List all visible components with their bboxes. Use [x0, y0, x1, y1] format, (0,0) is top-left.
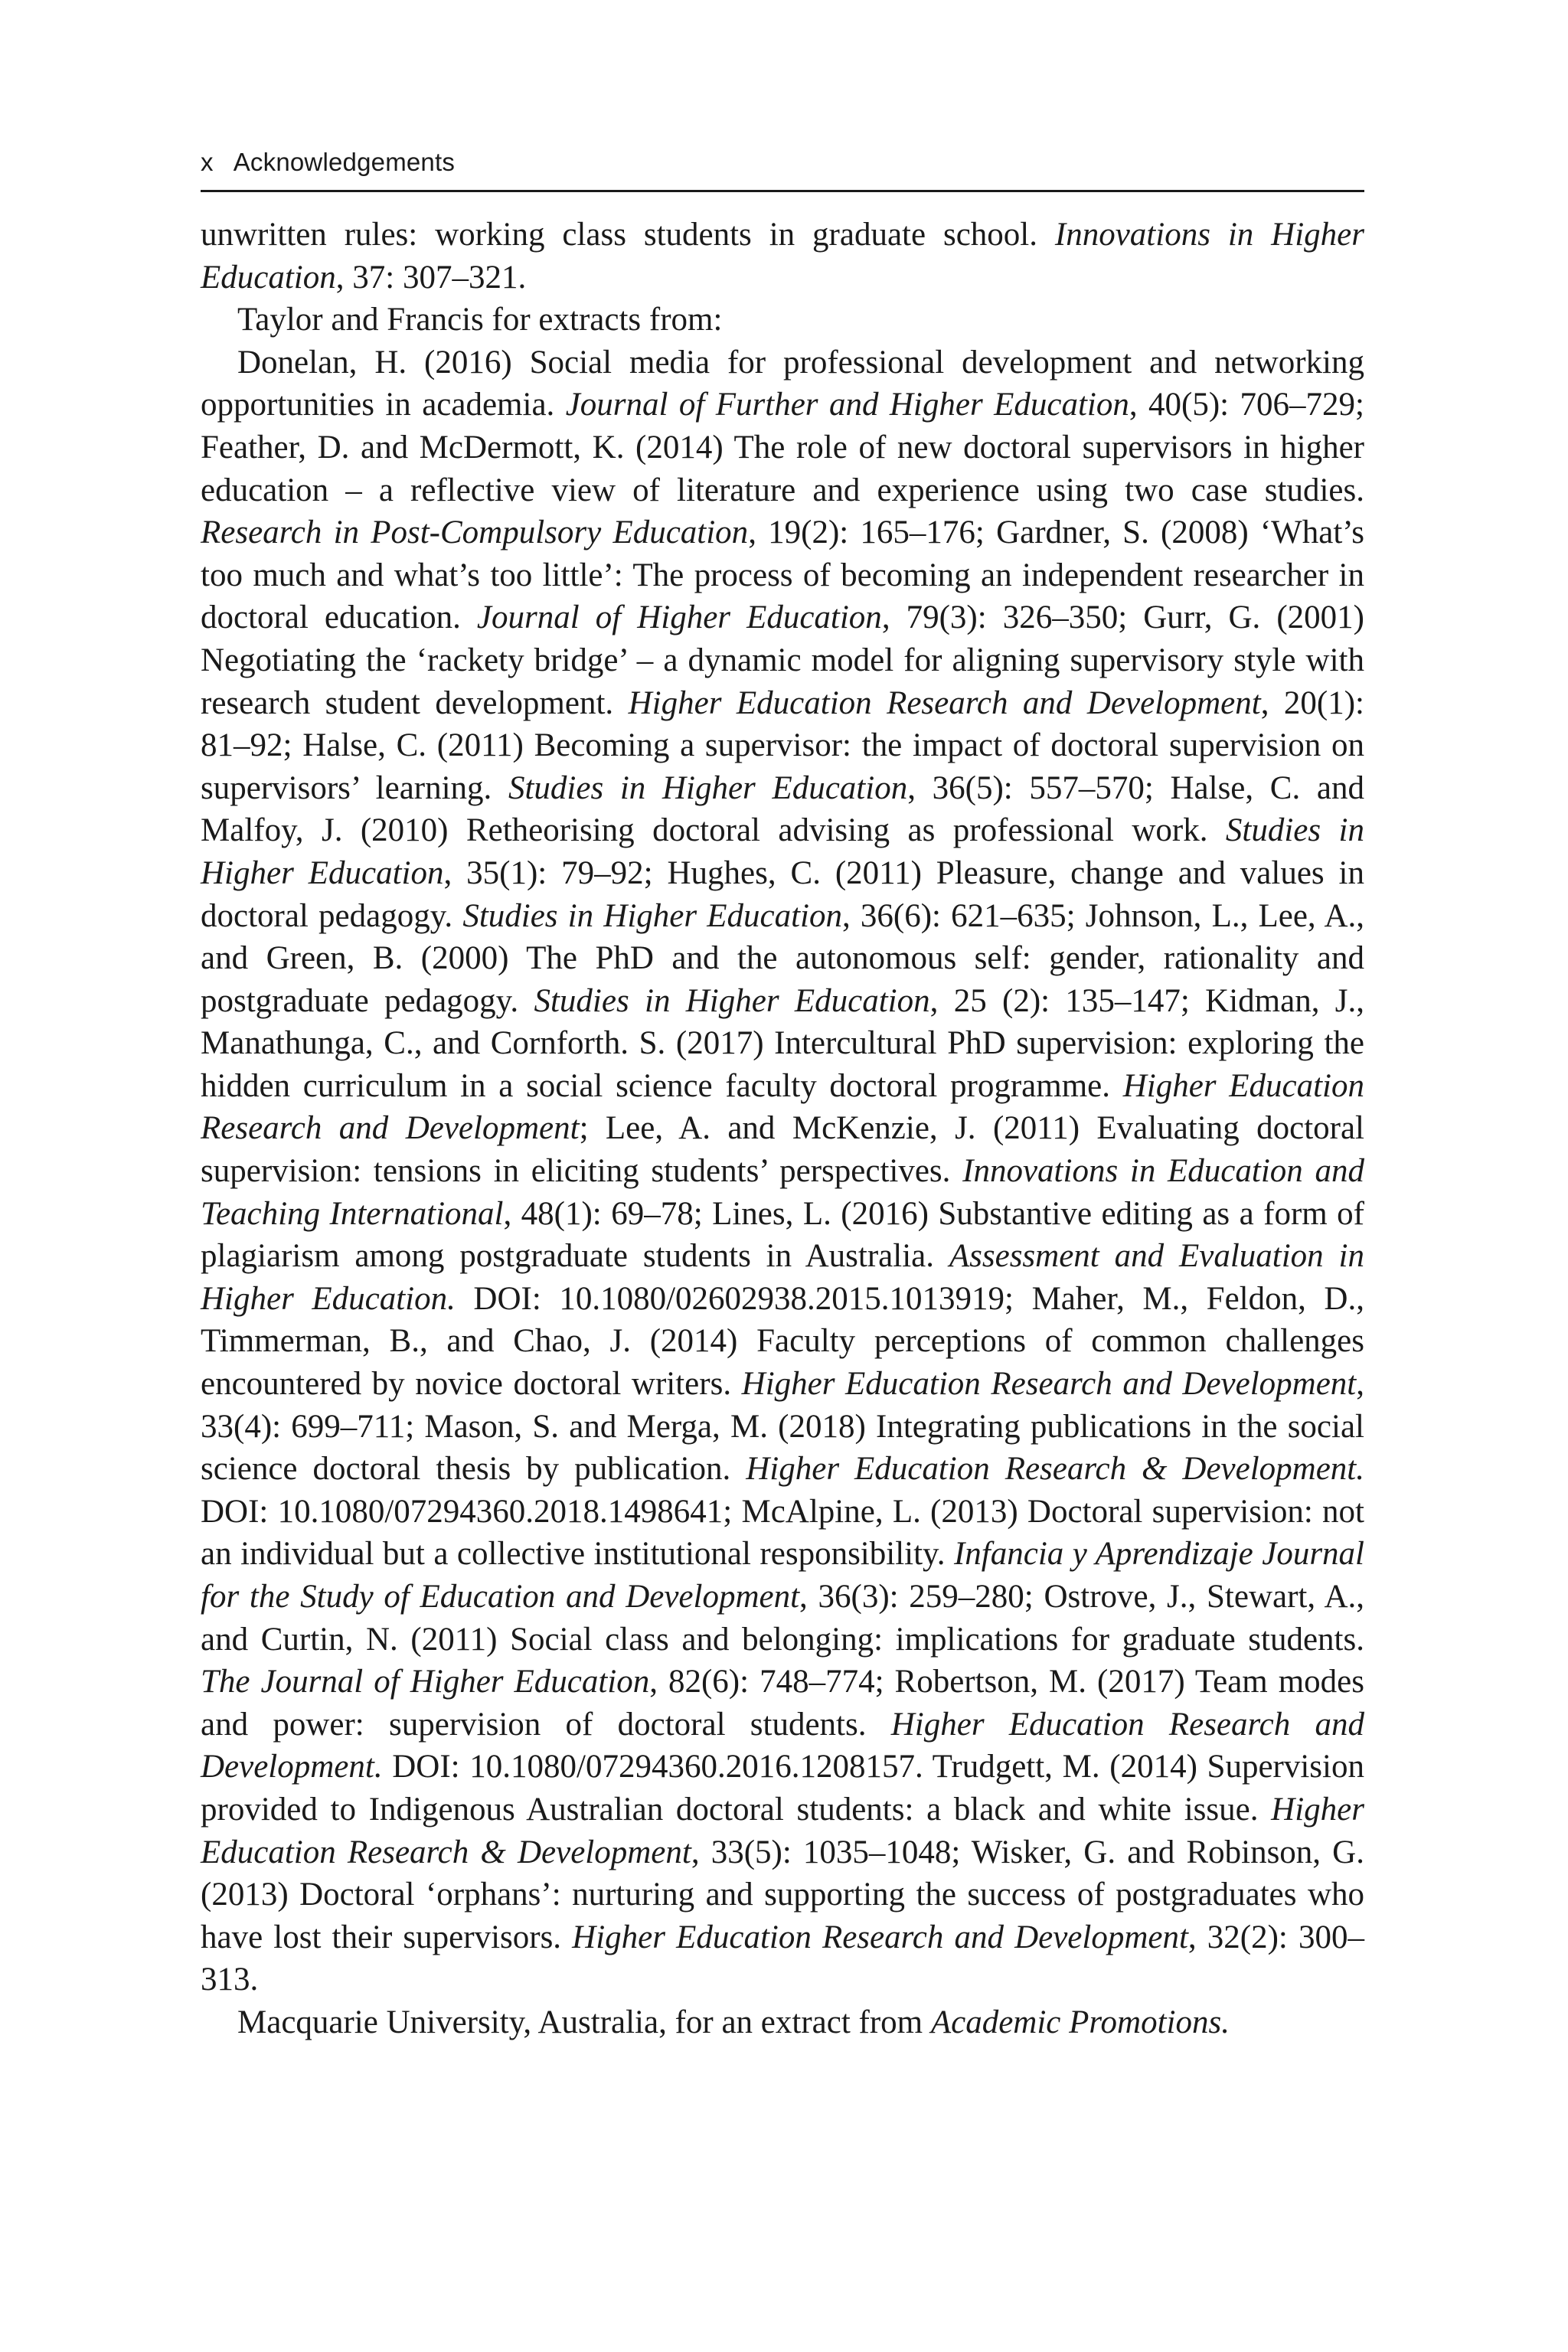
- italic-title: Journal of Further and Higher Education: [565, 387, 1129, 423]
- text-run: , 32(2): 300–313.: [201, 1919, 1364, 1998]
- body-text: [201, 214, 1364, 2044]
- italic-title: Studies in Higher Education: [508, 769, 908, 806]
- paragraph: [201, 341, 1364, 2001]
- italic-title: Higher Education Research and Development: [628, 684, 1261, 721]
- text-run: , 33(5): 1035–1048; Wisker, G. and Robinson, G. (2013) Doctoral ‘orphans’: nurturing and supporting the success of postgraduates who have lost their supervisors.: [201, 1834, 1364, 1955]
- italic-title: Studies in Higher Education: [534, 982, 930, 1019]
- italic-title: Journal of Higher Education: [476, 599, 882, 636]
- text-run: , 19(2): 165–176; Gardner, S. (2008) ‘What’s too much and what’s too little’: The process of becoming an independent researcher in doctoral education.: [201, 514, 1364, 636]
- paragraph: [201, 214, 1364, 299]
- text-run: , 36(3): 259–280; Ostrove, J., Stewart, A., and Curtin, N. (2011) Social class and belonging: implications for graduate students.: [201, 1579, 1364, 1658]
- paragraph: [201, 2001, 1364, 2044]
- text-run: , 82(6): 748–774; Robertson, M. (2017) Team modes and power: supervision of doctoral students.: [201, 1664, 1364, 1743]
- italic-title: Innovations in Higher Education: [201, 217, 1364, 296]
- text-run: , 35(1): 79–92; Hughes, C. (2011) Pleasure, change and values in doctoral pedagogy.: [201, 854, 1364, 934]
- text-run: ; Lee, A. and McKenzie, J. (2011) Evaluating doctoral supervision: tensions in eliciting students’ perspectives.: [201, 1110, 1364, 1190]
- italic-title: Infancia y Aprendizaje Journal for the Study of Education and Development: [201, 1536, 1364, 1615]
- text-run: , 40(5): 706–729; Feather, D. and McDermott, K. (2014) The role of new doctoral supervisors in higher education – a reflective view of literature and experience using two case studies.: [201, 387, 1364, 508]
- text-run: , 25 (2): 135–147; Kidman, J., Manathunga, C., and Cornforth. S. (2017) Intercultural PhD supervision: exploring the hidden curriculum in a social science faculty doctoral programme.: [201, 982, 1364, 1104]
- running-head-title: Acknowledgements: [233, 148, 456, 176]
- italic-title: Higher Education Research and Development: [741, 1366, 1357, 1403]
- text-run: unwritten rules: working class students in graduate school.: [201, 217, 1055, 253]
- italic-title: Studies in Higher Education: [201, 812, 1364, 891]
- italic-title: Higher Education Research and Development: [201, 1067, 1364, 1147]
- italic-title: Higher Education Research and Development: [572, 1919, 1188, 1955]
- italic-title: Higher Education Research and Development.: [201, 1706, 1365, 1785]
- italic-title: Assessment and Evaluation in Higher Education.: [201, 1238, 1365, 1317]
- text-run: Donelan, H. (2016) Social media for professional development and networking opportunities in academia.: [201, 344, 1364, 423]
- text-run: DOI: 10.1080/02602938.2015.1013919; Maher, M., Feldon, D., Timmerman, B., and Chao, J. (2014) Faculty perceptions of common challenges encountered by novice doctoral writers.: [201, 1280, 1364, 1403]
- text-run: , 37: 307–321.: [335, 259, 527, 296]
- text-run: , 20(1): 81–92; Halse, C. (2011) Becoming a supervisor: the impact of doctoral supervision on supervisors’ learning.: [201, 684, 1364, 806]
- italic-title: Research in Post-Compulsory Education: [201, 514, 749, 551]
- italic-title: The Journal of Higher Education: [201, 1664, 650, 1700]
- text-run: , 48(1): 69–78; Lines, L. (2016) Substantive editing as a form of plagiarism among postgraduate students in Australia.: [201, 1195, 1364, 1275]
- running-head: [201, 145, 1364, 192]
- book-page: [201, 145, 1364, 2044]
- text-run: DOI: 10.1080/07294360.2016.1208157. Trudgett, M. (2014) Supervision provided to Indigenous Australian doctoral students: a black and white issue.: [201, 1749, 1364, 1828]
- text-run: Macquarie University, Australia, for an extract from: [237, 2004, 931, 2040]
- text-run: Taylor and Francis for extracts from:: [237, 302, 723, 338]
- text-run: , 36(5): 557–570; Halse, C. and Malfoy, J. (2010) Retheorising doctoral advising as professional work.: [201, 769, 1364, 849]
- italic-title: Studies in Higher Education: [462, 897, 842, 934]
- paragraph: [201, 299, 1364, 341]
- italic-title: Academic Promotions.: [930, 2004, 1230, 2040]
- italic-title: Innovations in Education and Teaching International: [201, 1153, 1365, 1232]
- text-run: , 79(3): 326–350; Gurr, G. (2001) Negotiating the ‘rackety bridge’ – a dynamic model for aligning supervisory style with research student development.: [201, 599, 1364, 721]
- text-run: DOI: 10.1080/07294360.2018.1498641; McAlpine, L. (2013) Doctoral supervision: not an individual but a collective institutional responsibility.: [201, 1493, 1364, 1573]
- italic-title: Higher Education Research & Development.: [746, 1451, 1364, 1488]
- text-run: , 33(4): 699–711; Mason, S. and Merga, M. (2018) Integrating publications in the social science doctoral thesis by publication.: [201, 1366, 1364, 1488]
- italic-title: Higher Education Research & Development: [201, 1791, 1364, 1870]
- text-run: , 36(6): 621–635; Johnson, L., Lee, A., and Green, B. (2000) The PhD and the autonomous self: gender, rationality and postgraduate pedagogy.: [201, 897, 1364, 1019]
- page-number: x: [201, 148, 214, 176]
